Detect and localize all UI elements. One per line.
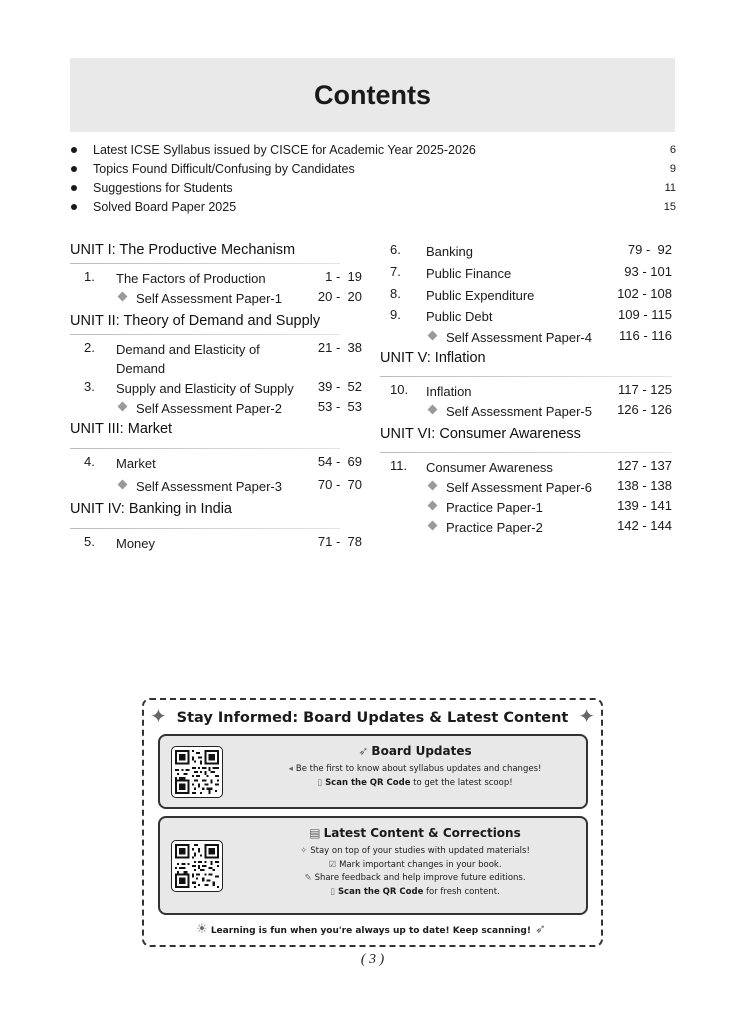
books-icon: ▤ <box>309 826 321 840</box>
toc-entry[interactable]: Self Assessment Paper-5 126 - 126 <box>380 400 672 420</box>
board-updates-card: ➶ Board Updates ◂ Be the first to know about syllabus updates and changes! ▯ Scan the QR Code to get the latest scoop! <box>158 734 588 809</box>
contents-header <box>70 58 675 132</box>
toc-entry[interactable]: Self Assessment Paper-6 138 - 138 <box>380 476 672 496</box>
sparkles-icon: ✧ <box>300 846 308 856</box>
toc-entry[interactable]: Self Assessment Paper-4 116 - 116 <box>380 326 672 348</box>
list-item[interactable]: Suggestions for Students 11 <box>70 181 676 200</box>
lightbulb-icon: ☀ <box>196 922 208 937</box>
diamond-bullet-icon <box>118 292 128 302</box>
page-number: 6 <box>669 144 676 156</box>
diamond-bullet-icon <box>428 331 438 341</box>
phone-icon: ▯ <box>330 886 335 897</box>
toc-entry[interactable]: Self Assessment Paper-2 53 - 53 <box>70 397 362 417</box>
diamond-bullet-icon <box>428 521 438 531</box>
toc-entry[interactable]: 1. The Factors of Production 1 - 19 <box>84 269 362 286</box>
bullet-icon <box>71 185 77 191</box>
unit-heading: UNIT V: Inflation <box>380 348 672 380</box>
memo-icon: ✎ <box>304 873 312 883</box>
unit-heading: UNIT VI: Consumer Awareness <box>380 424 672 456</box>
toc-entry[interactable]: 11. Consumer Awareness 127 - 137 <box>390 458 672 475</box>
list-item[interactable]: Solved Board Paper 2025 15 <box>70 200 676 219</box>
card-heading: Board Updates <box>371 744 472 758</box>
unit-heading: UNIT IV: Banking in India <box>70 499 362 532</box>
diamond-bullet-icon <box>428 481 438 491</box>
bullet-icon <box>71 166 77 172</box>
box-title: Stay Informed: Board Updates & Latest Content <box>176 710 569 726</box>
toc-entry[interactable]: Practice Paper-1 139 - 141 <box>380 496 672 516</box>
toc-entry[interactable]: 3. Supply and Elasticity of Supply 39 - 52 <box>84 379 362 396</box>
qr-code[interactable] <box>171 746 223 798</box>
unit-heading: UNIT III: Market <box>70 419 362 452</box>
bullet-icon <box>71 204 77 210</box>
diamond-bullet-icon <box>118 480 128 490</box>
page-number: 9 <box>669 163 676 175</box>
list-item[interactable]: Latest ICSE Syllabus issued by CISCE for Academic Year 2025-2026 6 <box>70 143 676 162</box>
box-footer: Learning is fun when you're always up to date! Keep scanning! <box>210 926 531 936</box>
qr-code[interactable] <box>171 840 223 892</box>
toc-entry[interactable]: 2. Demand and Elasticity of Demand 21 - 38 <box>84 340 362 376</box>
toc-entry[interactable]: 8. Public Expenditure 102 - 108 <box>390 286 672 303</box>
toc-entry[interactable]: 10. Inflation 117 - 125 <box>390 382 672 399</box>
toc-entry[interactable]: 9. Public Debt 109 - 115 <box>390 307 672 324</box>
stay-informed-box <box>142 698 603 947</box>
megaphone-icon: ◂ <box>288 764 293 774</box>
page-number-footer: ( 3 ) <box>360 952 385 967</box>
diamond-bullet-icon <box>428 405 438 415</box>
page-number: 11 <box>664 182 676 194</box>
bullet-icon <box>71 147 77 153</box>
rocket-icon: ➶ <box>534 922 546 937</box>
toc-entry[interactable]: Self Assessment Paper-3 70 - 70 <box>70 475 362 495</box>
toc-entry[interactable]: Self Assessment Paper-1 20 - 20 <box>70 287 362 307</box>
page-title: Contents <box>314 80 431 110</box>
toc-left-column <box>70 240 362 552</box>
unit-heading: UNIT I: The Productive Mechanism <box>70 240 362 267</box>
unit-heading: UNIT II: Theory of Demand and Supply <box>70 311 362 338</box>
toc-entry[interactable]: 4. Market 54 - 69 <box>84 454 362 471</box>
list-item[interactable]: Topics Found Difficult/Confusing by Candidates 9 <box>70 162 676 181</box>
toc-entry[interactable]: 5. Money 71 - 78 <box>84 534 362 551</box>
card-heading: Latest Content & Corrections <box>323 826 521 840</box>
diamond-bullet-icon <box>118 402 128 412</box>
diamond-bullet-icon <box>428 501 438 511</box>
checkbox-icon: ☑ <box>328 859 337 870</box>
toc-entry[interactable]: 7. Public Finance 93 - 101 <box>390 264 672 281</box>
party-popper-icon: ✦ <box>150 706 167 728</box>
phone-icon: ▯ <box>317 777 323 788</box>
front-matter-list <box>70 143 676 219</box>
rocket-icon: ➶ <box>358 744 369 758</box>
latest-content-card: ▤ Latest Content & Corrections ✧ Stay on top of your studies with updated materials! ☑ Mark important changes in your book. ✎ Share feedback and help improve future editions. ▯ Scan the QR Code for fresh content. <box>158 816 588 915</box>
toc-entry[interactable]: Practice Paper-2 142 - 144 <box>380 516 672 536</box>
toc-right-column <box>380 240 672 536</box>
party-popper-icon: ✦ <box>578 706 595 728</box>
page-number: 15 <box>663 201 676 213</box>
toc-entry[interactable]: 6. Banking 79 - 92 <box>390 242 672 259</box>
